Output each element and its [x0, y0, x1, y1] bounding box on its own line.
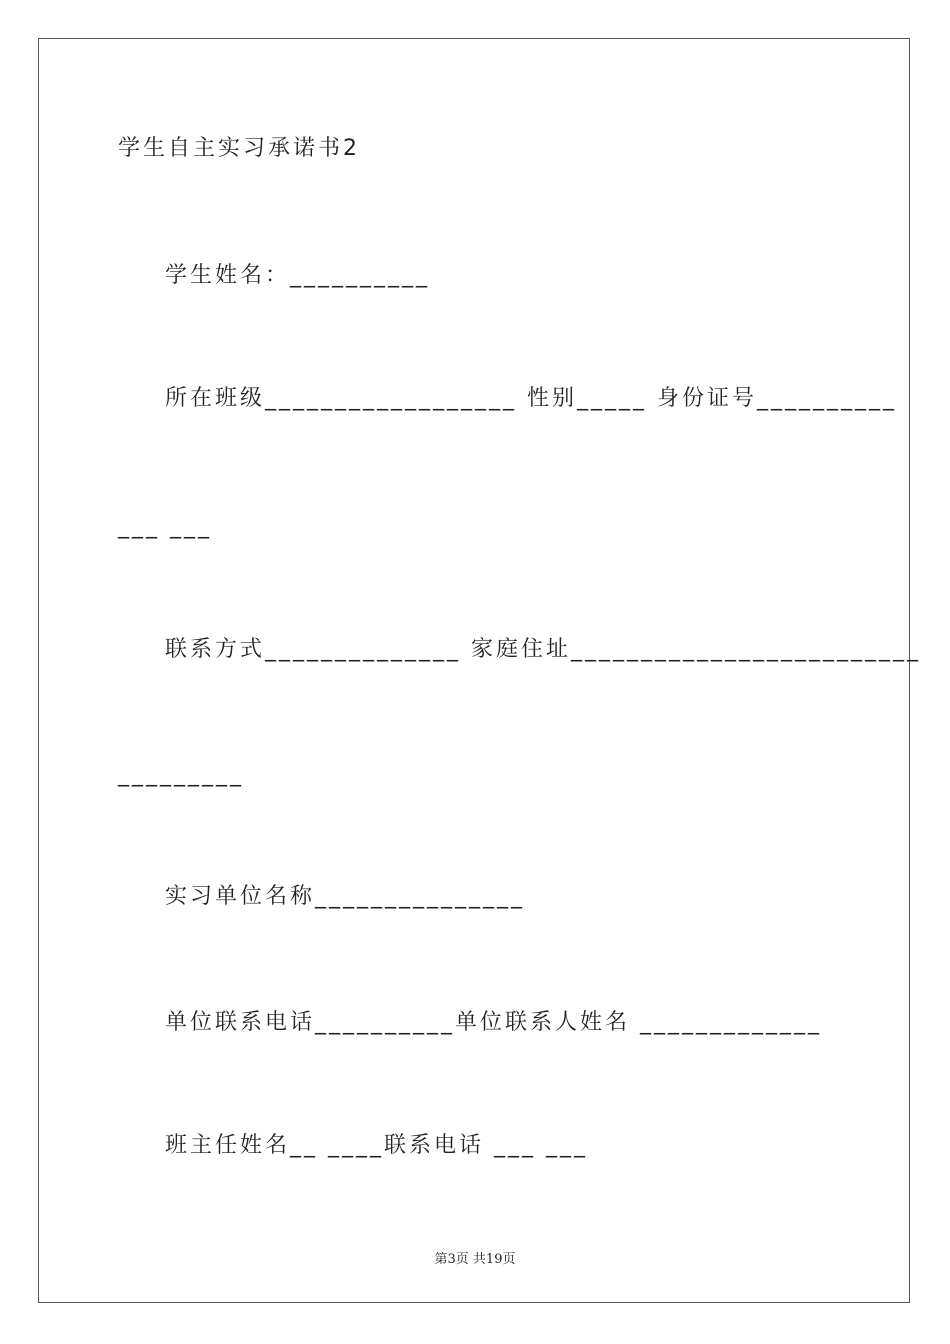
class-gender-id-line: 所在班级__________________ 性别_____ 身份证号__________ [165, 386, 897, 411]
id-continuation-line: ___ ___ [118, 514, 212, 539]
student-name-line: 学生姓名：__________ [165, 263, 431, 288]
page-number-footer: 第3页 共19页 [434, 1252, 516, 1267]
page-frame [38, 38, 910, 1303]
address-continuation-line: _________ [118, 762, 244, 787]
contact-address-line: 联系方式______________ 家庭住址_________________________ [165, 637, 921, 662]
head-teacher-line: 班主任姓名__ ____联系电话 ___ ___ [165, 1133, 588, 1158]
internship-unit-name-line: 实习单位名称_______________ [165, 884, 526, 909]
document-title: 学生自主实习承诺书2 [118, 136, 360, 161]
unit-contact-line: 单位联系电话__________单位联系人姓名 _____________ [165, 1010, 822, 1035]
